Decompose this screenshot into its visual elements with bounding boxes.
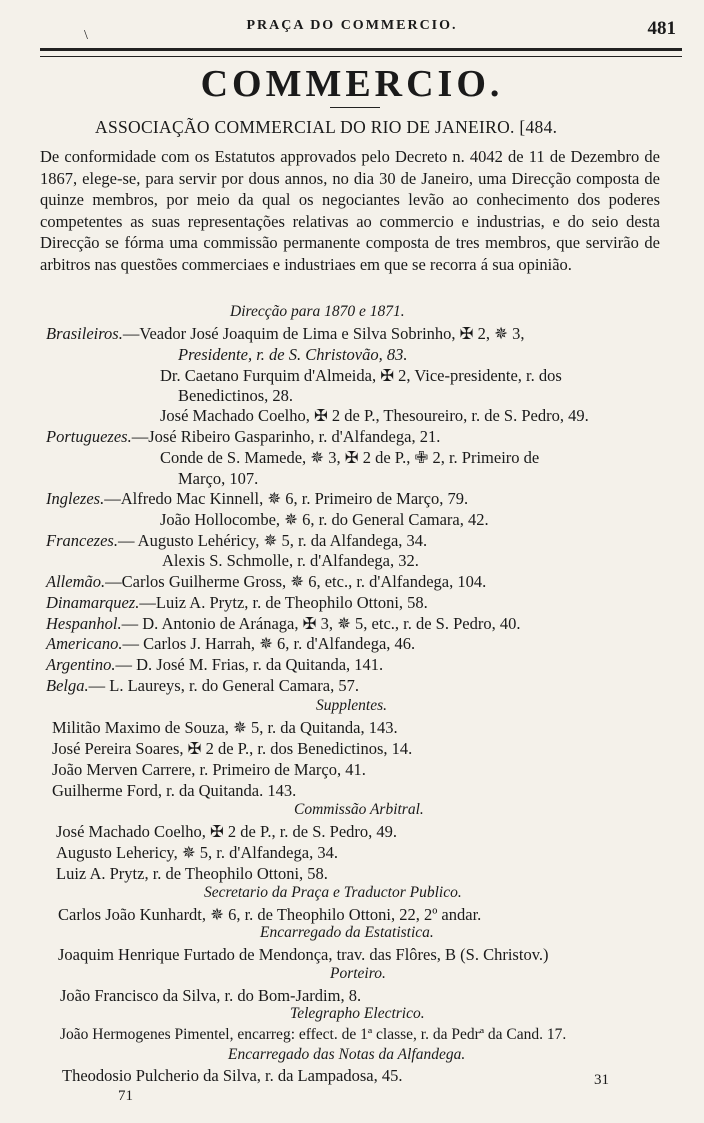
entry-text: —José Ribeiro Gasparinho, r. d'Alfandega, 21. [131,427,441,446]
entry-line [46,634,415,654]
entry-text: —Veador José Joaquim de Lima e Silva Sobrinho, ✠ 2, ✵ 3, [122,324,525,343]
entry-line [46,489,468,509]
entry-line: José Machado Coelho, ✠ 2 de P., Thesoureiro, r. de S. Pedro, 49. [160,406,589,425]
entry-text: —Luiz A. Prytz, r. de Theophilo Ottoni, 58. [139,593,428,612]
nationality-label: Inglezes. [46,489,105,508]
telegrapho-line: João Hermogenes Pimentel, encarreg: effect. de 1ª classe, r. da Pedrª da Cand. 17. [60,1026,567,1043]
nationality-label: Hespanhol. [46,614,122,633]
supplentes-heading: Supplentes. [316,697,388,714]
running-title: PRAÇA DO COMMERCIO. [246,18,458,33]
entry-line: Benedictinos, 28. [178,386,294,405]
commissao-line: José Machado Coelho, ✠ 2 de P., r. de S. Pedro, 49. [56,822,398,841]
entry-text: — L. Laureys, r. do General Camara, 57. [88,676,359,695]
entry-line [46,593,428,613]
entry-line: João Hollocombe, ✵ 6, r. do General Camara, 42. [160,510,489,529]
nationality-label: Belga. [46,676,89,695]
supplente-line: José Pereira Soares, ✠ 2 de P., r. dos Benedictinos, 14. [52,739,413,758]
estatistica-heading: Encarregado da Estatistica. [260,924,434,941]
entry-line: Alexis S. Schmolle, r. d'Alfandega, 32. [162,551,419,570]
section-title: COMMERCIO. [200,63,504,105]
nationality-label: Portuguezes. [46,427,132,446]
entry-line: Presidente, r. de S. Christovão, 83. [178,345,408,364]
margin-mark: \ [84,28,88,43]
page-number: 481 [647,18,676,39]
entry-line: Dr. Caetano Furquim d'Almeida, ✠ 2, Vice-presidente, r. dos [160,366,562,385]
header-rule-thick [40,48,682,51]
nationality-label: Allemão. [46,572,106,591]
title-rule [330,107,380,108]
signature-mark-left: 71 [118,1088,133,1104]
header-rule-thin [40,56,682,57]
entry-line [46,531,427,551]
entry-text: — Carlos J. Harrah, ✵ 6, r. d'Alfandega, 46. [122,634,416,653]
entry-line [46,614,520,634]
commissao-line: Luiz A. Prytz, r. de Theophilo Ottoni, 58. [56,864,328,883]
entry-line [46,676,359,696]
entry-text: — D. Antonio de Aránaga, ✠ 3, ✵ 5, etc., r. de S. Pedro, 40. [121,614,521,633]
porteiro-line: João Francisco da Silva, r. do Bom-Jardim, 8. [60,986,362,1005]
nationality-label: Francezes. [46,531,118,550]
commissao-line: Augusto Lehericy, ✵ 5, r. d'Alfandega, 34. [56,843,338,862]
entry-line [46,572,486,592]
signature-mark-right: 31 [594,1072,609,1088]
entry-text: — D. José M. Frias, r. da Quitanda, 141. [115,655,384,674]
entry-line: Conde de S. Mamede, ✵ 3, ✠ 2 de P., ✙ 2, r. Primeiro de [160,448,540,467]
supplente-line: João Merven Carrere, r. Primeiro de Março, 41. [52,760,366,779]
direccao-heading: Direcção para 1870 e 1871. [230,303,405,320]
supplente-line: Guilherme Ford, r. da Quitanda. 143. [52,781,297,800]
nationality-label: Dinamarquez. [46,593,140,612]
secretario-line: Carlos João Kunhardt, ✵ 6, r. de Theophilo Ottoni, 22, 2º andar. [58,905,482,924]
entry-line [46,655,383,675]
telegrapho-heading: Telegrapho Electrico. [290,1005,425,1022]
nationality-label: Argentino. [46,655,116,674]
notas-line: Theodosio Pulcherio da Silva, r. da Lampadosa, 45. [62,1066,403,1085]
entry-line [46,324,524,344]
notas-heading: Encarregado das Notas da Alfandega. [228,1046,466,1063]
entry-text: —Alfredo Mac Kinnell, ✵ 6, r. Primeiro de Março, 79. [104,489,469,508]
entry-line: Março, 107. [178,469,259,488]
association-heading: ASSOCIAÇÃO COMMERCIAL DO RIO DE JANEIRO. [484. [95,117,558,137]
nationality-label: Brasileiros. [46,324,123,343]
nationality-label: Americano. [46,634,123,653]
secretario-heading: Secretario da Praça e Traductor Publico. [204,884,462,901]
estatistica-line: Joaquim Henrique Furtado de Mendonça, trav. das Flôres, B (S. Christov.) [58,945,549,964]
entry-text: — Augusto Lehéricy, ✵ 5, r. da Alfandega, 34. [117,531,428,550]
commissao-heading: Commissão Arbitral. [294,801,424,818]
entry-text: —Carlos Guilherme Gross, ✵ 6, etc., r. d'Alfandega, 104. [105,572,487,591]
entry-line [46,427,440,447]
intro-paragraph: De conformidade com os Estatutos approvados pelo Decreto n. 4042 de 11 de Dezembro de 1867, elege-se, para servir por dous annos, no dia 30 de Janeiro, uma Direcção composta de quinze membros, por meio da qual os negociantes levão ao conhecimento dos poderes competentes as suas representações relativas ao commercio e industrias, e do seio desta Direcção se fórma uma commissão permanente composta de tres membros, que servirão de arbitros nas questões commerciaes e industriaes em que se recorra á sua opinião. [40,147,660,274]
porteiro-heading: Porteiro. [330,965,386,982]
supplente-line: Militão Maximo de Souza, ✵ 5, r. da Quitanda, 143. [52,718,398,737]
